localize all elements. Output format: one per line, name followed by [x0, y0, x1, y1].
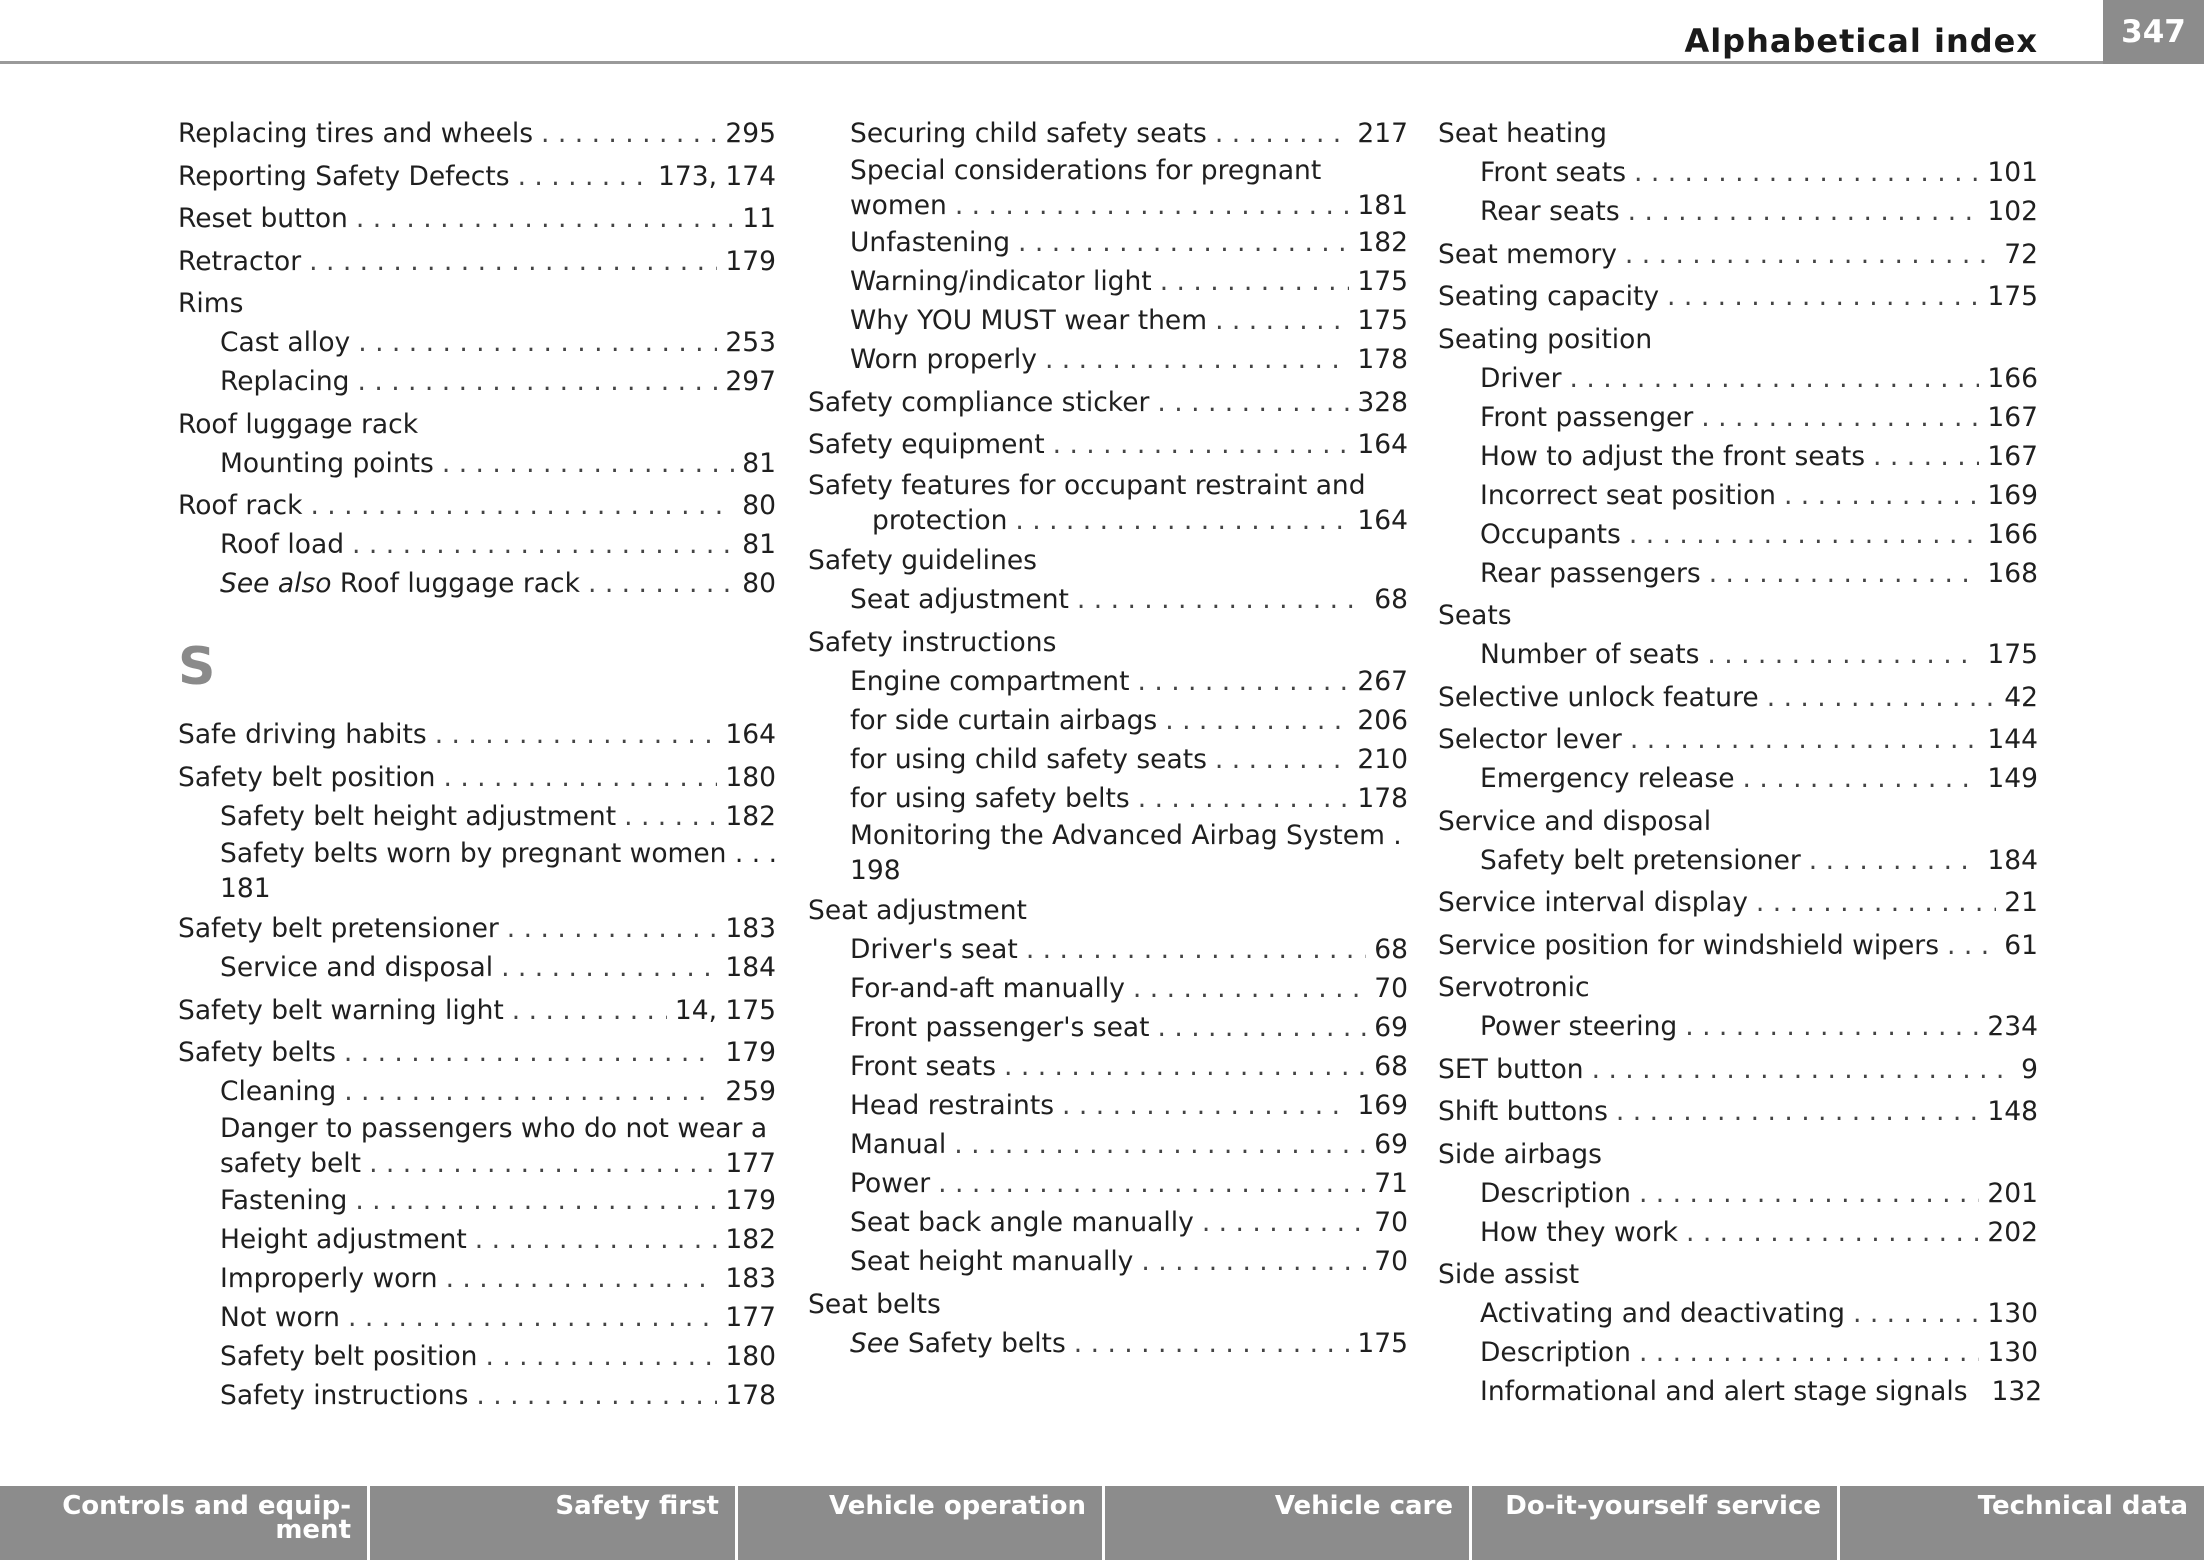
index-heading: Seat adjustment — [808, 895, 1027, 926]
index-column-3 — [1438, 114, 2043, 1411]
index-subentry: Unfastening . . . 182 — [808, 223, 1408, 262]
index-subentry: Roof load . . . 81 — [178, 525, 776, 564]
index-entry: Safety belt warning light . . . 14, 175 — [178, 991, 776, 1030]
index-subentry: For-and-aft manually . . . 70 — [808, 969, 1408, 1008]
index-subentry: Rear passengers . . . 168 — [1438, 554, 2038, 593]
index-heading: Seat belts — [808, 1288, 941, 1320]
index-entry: Retractor . . . 179 — [178, 242, 776, 281]
index-subentry: Number of seats . . . 175 — [1438, 635, 2038, 674]
index-subentry: Head restraints . . . 169 — [808, 1086, 1408, 1125]
index-subentry: for using child safety seats . . . 210 — [808, 740, 1408, 779]
index-subentry: Safety belt height adjustment . . . 182 — [178, 797, 776, 836]
tab-do-it-yourself-service[interactable]: Do-it-yourself service — [1472, 1486, 1840, 1560]
index-entry: Safety compliance sticker . . . 328 — [808, 383, 1408, 422]
index-heading: Service and disposal — [1438, 805, 1712, 837]
index-subentry: Activating and deactivating . . . 130 — [1438, 1294, 2038, 1333]
index-entry: Seat memory . . . 72 — [1438, 235, 2038, 274]
index-subentry: Warning/indicator light . . . 175 — [808, 262, 1408, 301]
index-subentry: Engine compartment . . . 267 — [808, 662, 1408, 701]
index-heading: Seats — [1438, 600, 1512, 631]
page-title: Alphabetical index — [1684, 22, 2038, 60]
index-subentry: Manual . . . 69 — [808, 1125, 1408, 1164]
index-subentry: Front passenger . . . 167 — [1438, 398, 2038, 437]
index-column-1 — [178, 114, 776, 1415]
index-subentry: Mounting points . . . 81 — [178, 444, 776, 483]
index-subentry: Description . . . 130 — [1438, 1333, 2038, 1372]
index-subentry: How to adjust the front seats . . . 167 — [1438, 437, 2038, 476]
index-heading: Side assist — [1438, 1259, 1580, 1290]
page-number: 347 — [2103, 0, 2204, 64]
index-subentry: Safety belts worn by pregnant women . . . — [220, 837, 778, 869]
index-subentry: Safety belt position . . . 180 — [178, 1337, 776, 1376]
index-subentry: Fastening . . . 179 — [178, 1181, 776, 1220]
tab-safety-first[interactable]: Safety first — [370, 1486, 738, 1560]
index-subentry: Emergency release . . . 149 — [1438, 759, 2038, 798]
index-heading: Seat heating — [1438, 118, 1607, 149]
index-entry: Selective unlock feature . . . 42 — [1438, 678, 2038, 717]
index-subentry: How they work . . . 202 — [1438, 1213, 2038, 1252]
index-heading: Rims — [178, 288, 244, 319]
index-heading: Seating position — [1438, 323, 1653, 355]
index-entry: Safety features for occupant restraint and — [808, 469, 1366, 501]
index-subentry: Seat back angle manually . . . 70 — [808, 1203, 1408, 1242]
index-entry: Selector lever . . . 144 — [1438, 720, 2038, 759]
index-subentry: Replacing . . . 297 — [178, 362, 776, 401]
index-entry: Replacing tires and wheels . . . 295 — [178, 114, 776, 153]
index-entry: Safety belt position . . . 180 — [178, 758, 776, 797]
index-subentry: Description . . . 201 — [1438, 1174, 2038, 1213]
index-subentry: Cleaning . . . 259 — [178, 1072, 776, 1111]
index-subentry: for side curtain airbags . . . 206 — [808, 701, 1408, 740]
index-entry: SET button . . . 9 — [1438, 1050, 2038, 1089]
index-subentry: Special considerations for pregnant — [850, 155, 1322, 186]
index-subentry: Improperly worn . . . 183 — [178, 1259, 776, 1298]
index-subentry: Power steering . . . 234 — [1438, 1007, 2038, 1046]
index-subentry: for using safety belts . . . 178 — [808, 779, 1408, 818]
tab-technical-data[interactable]: Technical data — [1977, 1491, 2188, 1521]
index-subentry-cont: women . . . 181 — [808, 188, 1408, 223]
index-entry: Reporting Safety Defects . . . 173, 174 — [178, 157, 776, 196]
index-subentry: Securing child safety seats . . . 217 — [808, 114, 1408, 153]
section-letter: S — [178, 637, 216, 697]
index-subentry: Driver's seat . . . 68 — [808, 930, 1408, 969]
index-subentry: Seat adjustment . . . 68 — [808, 580, 1408, 619]
index-subentry-page: 198 — [850, 854, 901, 886]
index-entry: Safety equipment . . . 164 — [808, 425, 1408, 464]
tab-vehicle-operation[interactable]: Vehicle operation — [738, 1486, 1105, 1560]
index-entry: Safe driving habits . . . 164 — [178, 715, 776, 754]
index-heading: Roof luggage rack — [178, 408, 419, 440]
footer-nav — [0, 1486, 2204, 1560]
index-subentry: Informational and alert stage signals 132 — [1480, 1376, 2043, 1407]
index-subentry: Safety instructions . . . 178 — [178, 1376, 776, 1415]
index-subentry: Worn properly . . . 178 — [808, 340, 1408, 379]
header-rule — [0, 61, 2204, 64]
index-subentry: Not worn . . . 177 — [178, 1298, 776, 1337]
index-entry: Safety belts . . . 179 — [178, 1033, 776, 1072]
index-subentry: Incorrect seat position . . . 169 — [1438, 476, 2038, 515]
index-subentry: Front seats . . . 101 — [1438, 153, 2038, 192]
index-subentry: Front passenger's seat . . . 69 — [808, 1008, 1408, 1047]
index-subentry: Driver . . . 166 — [1438, 359, 2038, 398]
index-entry-cont: protection . . . 164 — [808, 503, 1408, 538]
index-subentry: Rear seats . . . 102 — [1438, 192, 2038, 231]
index-entry: Reset button . . . 11 — [178, 199, 776, 238]
index-subentry: Why YOU MUST wear them . . . 175 — [808, 301, 1408, 340]
index-subentry-page: 181 — [220, 872, 271, 904]
index-subentry: See Safety belts . . . 175 — [808, 1324, 1408, 1363]
index-subentry: Safety belt pretensioner . . . 184 — [1438, 841, 2038, 880]
tab-vehicle-care[interactable]: Vehicle care — [1105, 1486, 1472, 1560]
index-entry: Service position for windshield wipers . . . 61 — [1438, 926, 2038, 965]
index-heading: Safety guidelines — [808, 545, 1037, 576]
index-column-2 — [808, 114, 1408, 1363]
index-subentry: Service and disposal . . . 184 — [178, 948, 776, 987]
index-heading: Side airbags — [1438, 1138, 1602, 1170]
index-subentry: Occupants . . . 166 — [1438, 515, 2038, 554]
index-subentry: See also Roof luggage rack . . . 80 — [178, 564, 776, 603]
index-entry: Service interval display . . . 21 — [1438, 883, 2038, 922]
index-subentry: Height adjustment . . . 182 — [178, 1220, 776, 1259]
index-heading: Servotronic — [1438, 972, 1590, 1003]
tab-controls-and-equipment[interactable]: Controls and equip- ment — [0, 1486, 370, 1560]
index-subentry: Front seats . . . 68 — [808, 1047, 1408, 1086]
index-subentry: Monitoring the Advanced Airbag System . — [850, 819, 1402, 851]
index-heading: Safety instructions — [808, 626, 1057, 658]
index-entry: Seating capacity . . . 175 — [1438, 277, 2038, 316]
index-entry: Roof rack . . . 80 — [178, 486, 776, 525]
index-entry: Shift buttons . . . 148 — [1438, 1092, 2038, 1131]
index-entry: Safety belt pretensioner . . . 183 — [178, 909, 776, 948]
index-subentry: Danger to passengers who do not wear a — [220, 1113, 768, 1144]
index-subentry: Seat height manually . . . 70 — [808, 1242, 1408, 1281]
index-subentry: Power . . . 71 — [808, 1164, 1408, 1203]
index-subentry-cont: safety belt . . . 177 — [178, 1146, 776, 1181]
index-subentry: Cast alloy . . . 253 — [178, 323, 776, 362]
